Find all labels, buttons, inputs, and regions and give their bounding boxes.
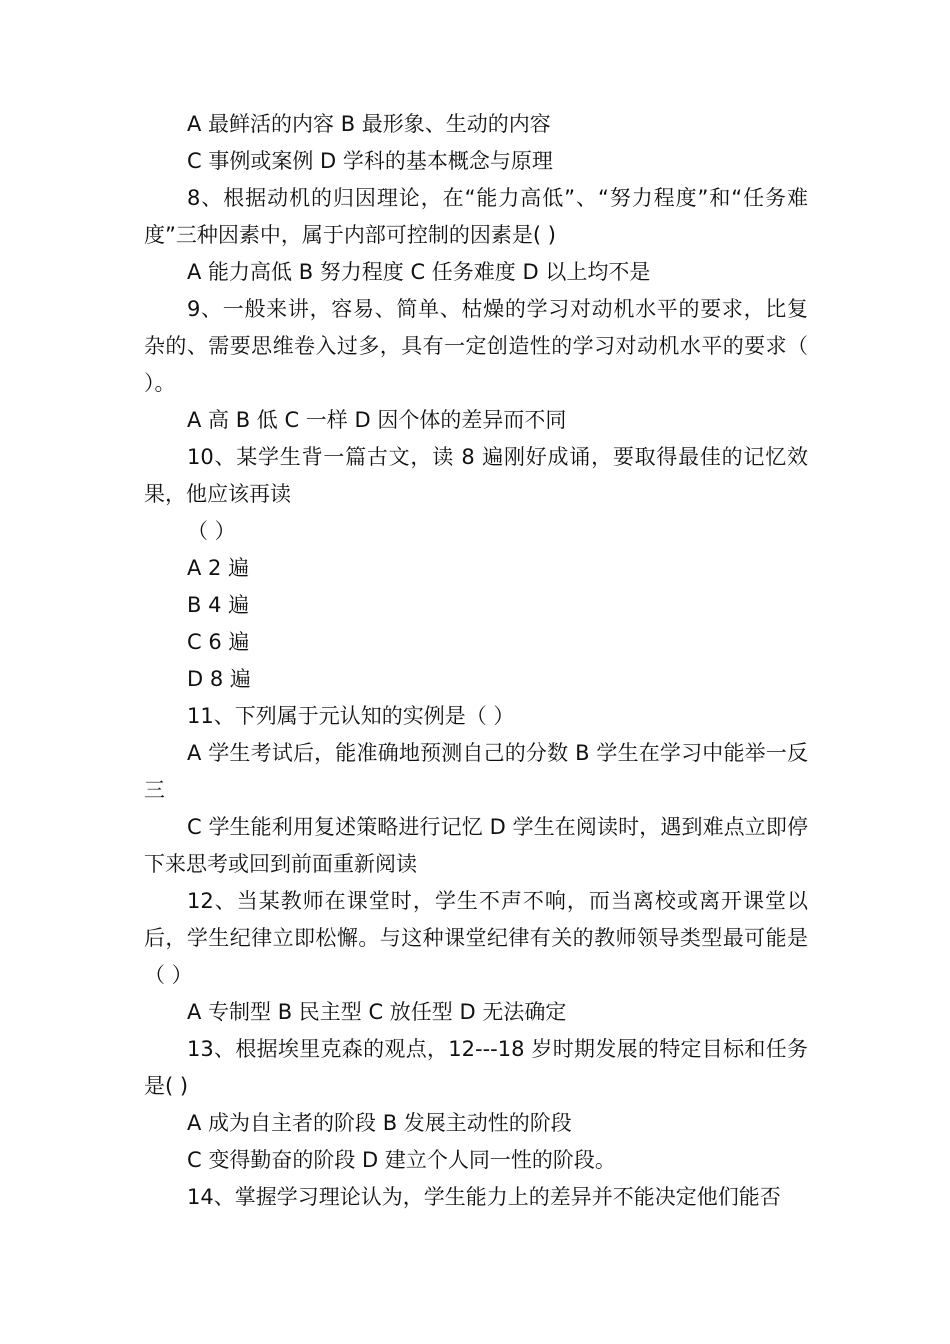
option-q10-b: B 4 遍 [187, 593, 250, 617]
option-line-q7-cd: C 事例或案例 D 学科的基本概念与原理 [187, 149, 553, 173]
options-q12: A 专制型 B 民主型 C 放任型 D 无法确定 [187, 1000, 567, 1024]
options-q13-cd: C 变得勤奋的阶段 D 建立个人同一性的阶段。 [187, 1148, 616, 1172]
question-10-blank: （ ） [187, 519, 236, 543]
question-8: 8、根据动机的归因理论，在“能力高低”、“努力程度”和“任务难度”三种因素中，属于内部可控制的因素是( ) [144, 186, 808, 247]
question-14: 14、掌握学习理论认为，学生能力上的差异并不能决定他们能否 [187, 1185, 781, 1209]
options-q11-cd: C 学生能利用复述策略进行记忆 D 学生在阅读时，遇到难点立即停下来思考或回到前面重新阅读 [144, 815, 808, 876]
question-13: 13、根据埃里克森的观点，12---18 岁时期发展的特定目标和任务是( ) [144, 1037, 808, 1098]
option-q10-d: D 8 遍 [187, 667, 251, 691]
options-q11-ab: A 学生考试后，能准确地预测自己的分数 B 学生在学习中能举一反三 [144, 741, 808, 802]
options-q8: A 能力高低 B 努力程度 C 任务难度 D 以上均不是 [187, 260, 651, 284]
question-10: 10、某学生背一篇古文，读 8 遍刚好成诵，要取得最佳的记忆效果，他应该再读 [144, 445, 808, 506]
document-page [144, 106, 808, 1216]
option-q10-c: C 6 遍 [187, 630, 250, 654]
option-line-q7-ab: A 最鲜活的内容 B 最形象、生动的内容 [187, 112, 551, 136]
options-q13-ab: A 成为自主者的阶段 B 发展主动性的阶段 [187, 1111, 572, 1135]
question-12: 12、当某教师在课堂时，学生不声不响，而当离校或离开课堂以后，学生纪律立即松懈。与这种课堂纪律有关的教师领导类型最可能是（ ） [144, 889, 808, 987]
options-q9: A 高 B 低 C 一样 D 因个体的差异而不同 [187, 408, 567, 432]
question-9: 9、一般来讲，容易、简单、枯燥的学习对动机水平的要求，比复杂的、需要思维卷入过多，具有一定创造性的学习对动机水平的要求（ ）。 [144, 297, 808, 395]
question-11: 11、下列属于元认知的实例是（ ） [187, 704, 515, 728]
option-q10-a: A 2 遍 [187, 556, 250, 580]
